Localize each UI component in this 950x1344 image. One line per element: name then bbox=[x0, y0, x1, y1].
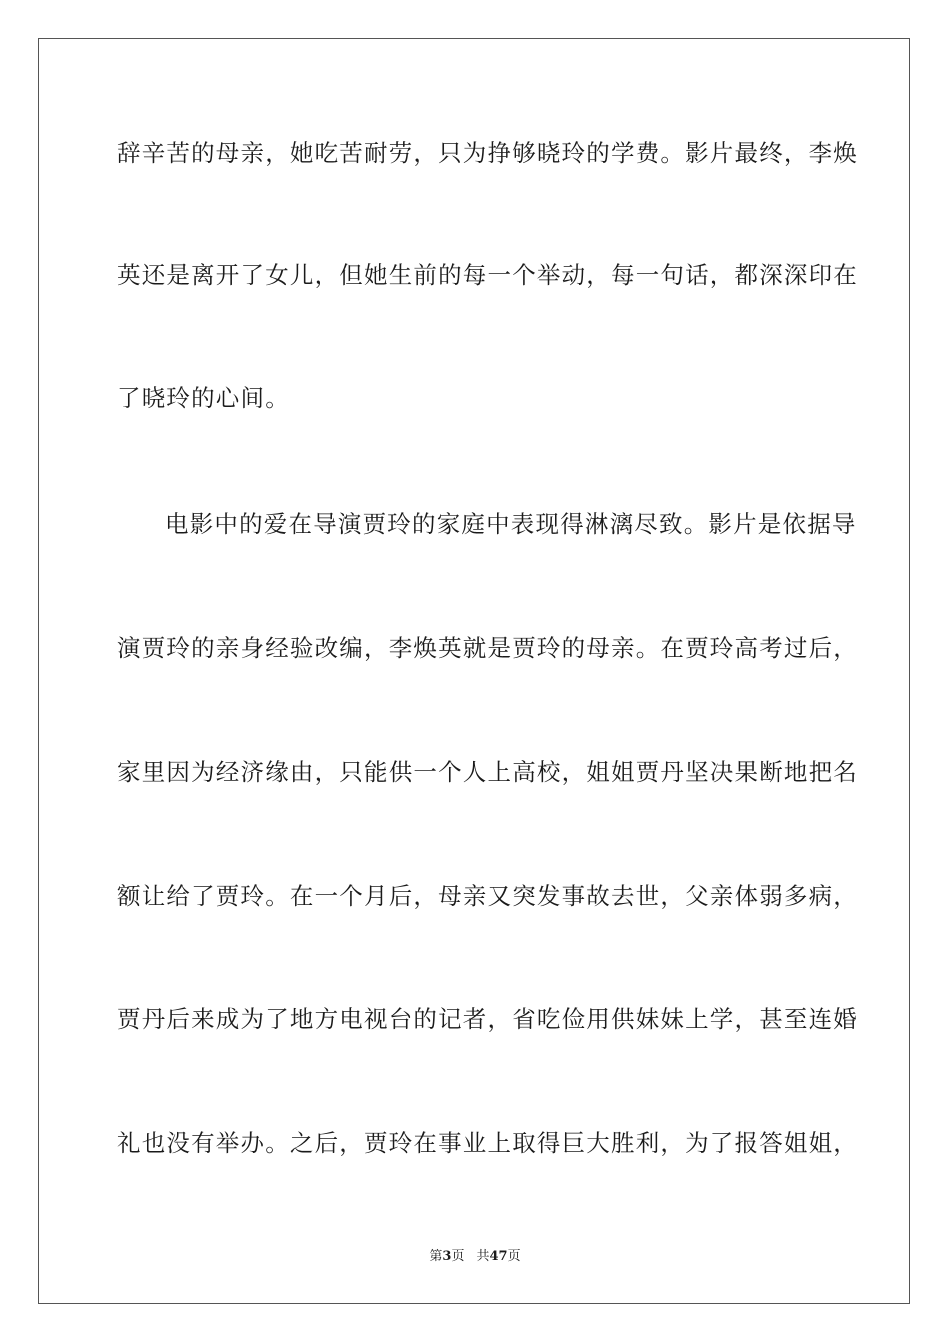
text-line: 家里因为经济缘由，只能供一个人上高校，姐姐贾丹坚决果断地把名 bbox=[117, 758, 858, 786]
page-prefix: 第 bbox=[429, 1249, 443, 1264]
total-prefix: 共 bbox=[476, 1249, 490, 1264]
total-pages: 47 bbox=[489, 1249, 508, 1264]
text-line: 礼也没有举办。之后，贾玲在事业上取得巨大胜利，为了报答姐姐， bbox=[117, 1129, 858, 1157]
text-line: 了晓玲的心间。 bbox=[117, 384, 290, 412]
paragraph-first-line: 电影中的爱在导演贾玲的家庭中表现得淋漓尽致。影片是依据导 bbox=[165, 510, 857, 538]
page-border bbox=[38, 38, 910, 1304]
text-line: 辞辛苦的母亲，她吃苦耐劳，只为挣够晓玲的学费。影片最终，李焕 bbox=[117, 139, 858, 167]
page-footer bbox=[0, 1248, 950, 1266]
text-line: 英还是离开了女儿，但她生前的每一个举动，每一句话，都深深印在 bbox=[117, 261, 858, 289]
text-line: 演贾玲的亲身经验改编，李焕英就是贾玲的母亲。在贾玲高考过后， bbox=[117, 634, 858, 662]
text-line: 额让给了贾玲。在一个月后，母亲又突发事故去世，父亲体弱多病， bbox=[117, 882, 858, 910]
page-number: 3 bbox=[442, 1249, 452, 1264]
total-suffix: 页 bbox=[507, 1249, 521, 1264]
text-line: 贾丹后来成为了地方电视台的记者，省吃俭用供妹妹上学，甚至连婚 bbox=[117, 1005, 858, 1033]
page-suffix: 页 bbox=[451, 1249, 465, 1264]
